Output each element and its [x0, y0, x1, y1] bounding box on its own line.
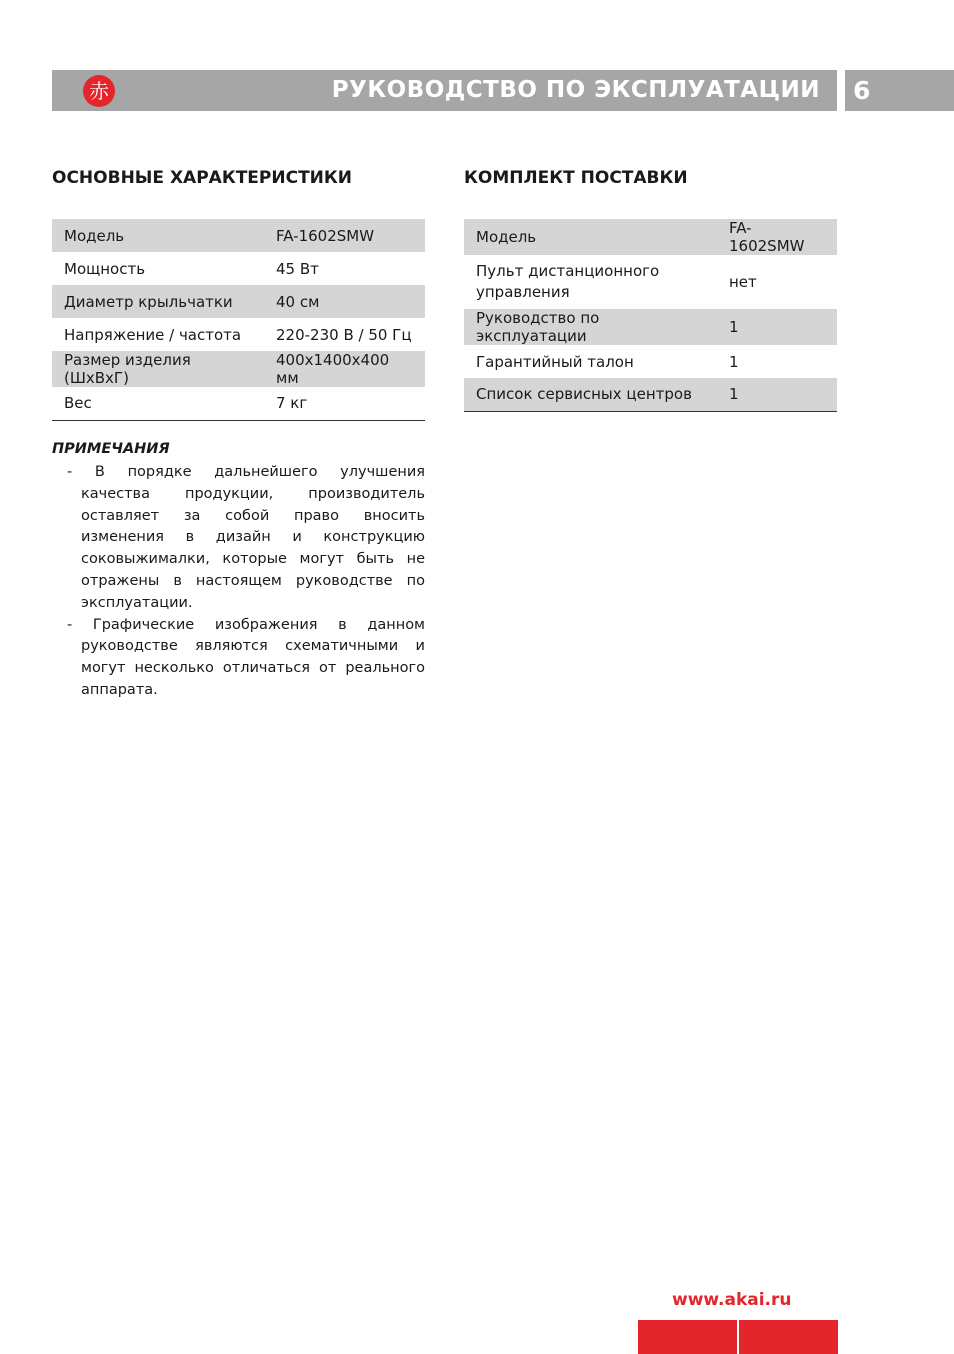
spec-label: Мощность	[64, 259, 146, 278]
header-title: РУКОВОДСТВО ПО ЭКСПЛУАТАЦИИ	[331, 77, 820, 103]
package-value: FA-1602SMW	[717, 219, 837, 255]
table-row	[52, 387, 425, 420]
spec-label: Модель	[52, 219, 264, 252]
table-row	[464, 309, 837, 345]
table-row	[52, 219, 425, 252]
package-table	[464, 219, 837, 412]
table-row	[52, 318, 425, 351]
notes-list	[67, 462, 425, 702]
footer-divider	[737, 1320, 739, 1354]
spec-value: FA-1602SMW	[264, 219, 425, 252]
table-row	[52, 351, 425, 387]
package-label: Пульт дистанционного управления	[476, 262, 660, 301]
table-row	[464, 345, 837, 378]
spec-label: Размер изделия (ШхВхГ)	[52, 351, 264, 387]
notes-title: ПРИМЕЧАНИЯ	[52, 441, 170, 457]
specs-title: ОСНОВНЫЕ ХАРАКТЕРИСТИКИ	[52, 168, 353, 188]
package-label: Руководство по эксплуатации	[464, 309, 717, 345]
note-item: - В порядке дальнейшего улучшения качества продукции, производитель оставляет за собой право вносить изменения в дизайн и конструкцию соковыжималки, которые могут быть не отражены в настоящем руководстве по эксплуатации.	[67, 464, 425, 611]
spec-value: 220-230 В / 50 Гц	[276, 325, 412, 344]
table-row	[464, 255, 837, 309]
note-item: - Графические изображения в данном руководстве являются схематичными и могут несколько отличаться от реального аппарата.	[67, 616, 425, 698]
spec-value: 7 кг	[264, 387, 425, 420]
table-row	[52, 252, 425, 285]
spec-value: 40 см	[264, 285, 425, 318]
package-title: КОМПЛЕКТ ПОСТАВКИ	[464, 168, 688, 188]
package-value: 1	[729, 352, 739, 371]
package-value: нет	[729, 273, 757, 291]
spec-value: 400х1400х400 мм	[264, 351, 425, 387]
specs-table	[52, 219, 425, 421]
spec-label: Вес	[52, 387, 264, 420]
spec-label: Напряжение / частота	[64, 325, 242, 344]
package-value: 1	[717, 309, 837, 345]
footer-url-link[interactable]: www.akai.ru	[672, 1290, 792, 1310]
package-label: Список сервисных центров	[464, 378, 717, 411]
table-row	[464, 219, 837, 255]
package-label: Гарантийный талон	[476, 352, 634, 371]
table-row	[464, 378, 837, 411]
spec-label: Диаметр крыльчатки	[52, 285, 264, 318]
spec-value: 45 Вт	[276, 259, 319, 278]
table-row	[52, 285, 425, 318]
package-label: Модель	[464, 219, 717, 255]
akai-logo-icon: 赤	[83, 75, 115, 107]
page-number: 6	[853, 76, 871, 105]
package-value: 1	[717, 378, 837, 411]
